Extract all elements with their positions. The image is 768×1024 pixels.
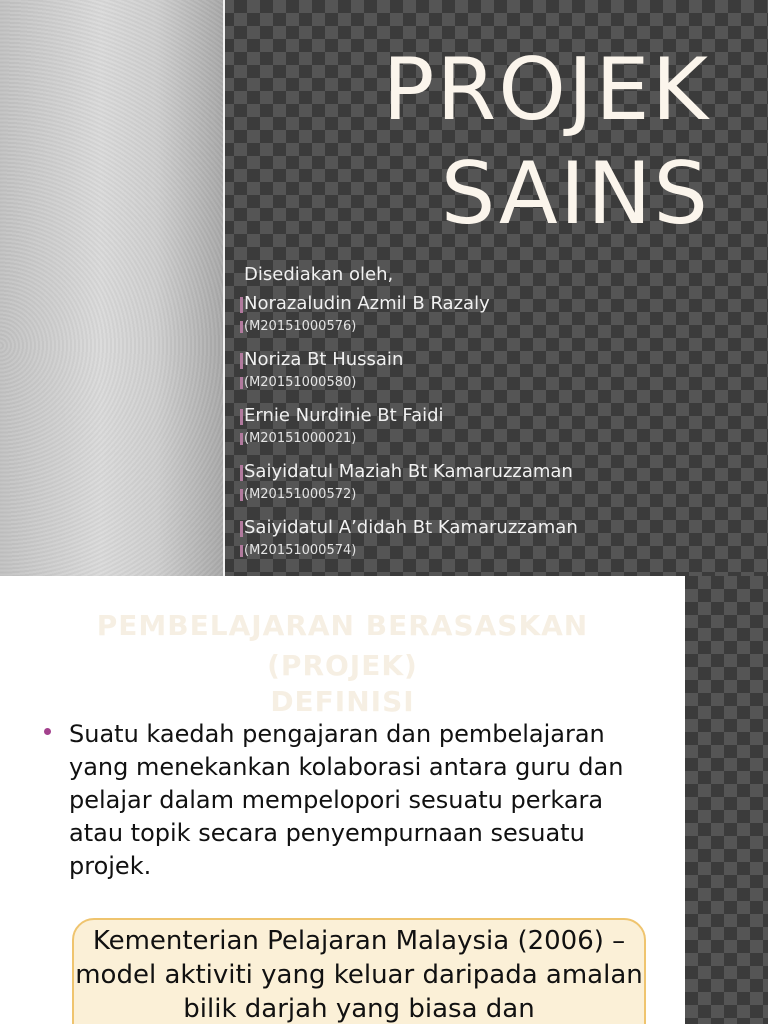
bullet-bar [240, 521, 243, 537]
member-id: (M20151000021) [244, 431, 357, 446]
bullet-bar [240, 545, 243, 557]
definition-slide [0, 576, 768, 1024]
member-id: (M20151000576) [244, 319, 357, 334]
bullet-bar [240, 321, 243, 333]
gradient-panel [0, 0, 223, 576]
credits-list [244, 264, 578, 571]
member-entry [244, 291, 578, 337]
member-name: Norazaludin Azmil B Razaly [244, 293, 490, 314]
slide-heading-line-1: PEMBELAJARAN BERASASKAN [96, 609, 589, 642]
member-entry [244, 515, 578, 561]
member-entry [244, 459, 578, 505]
slide-title [383, 38, 710, 246]
bullet-bar [240, 377, 243, 389]
member-id: (M20151000572) [244, 487, 357, 502]
title-line-2: SAINS [440, 144, 710, 244]
pattern-strip [685, 576, 768, 1024]
title-line-1: PROJEK [382, 40, 710, 140]
member-name: Noriza Bt Hussain [244, 349, 404, 370]
bullet-bar [240, 489, 243, 501]
member-name: Saiyidatul Maziah Bt Kamaruzzaman [244, 461, 573, 482]
member-name: Saiyidatul A’didah Bt Kamaruzzaman [244, 517, 578, 538]
member-id: (M20151000574) [244, 543, 357, 558]
bullet-bar [240, 433, 243, 445]
definition-bullet [44, 718, 644, 883]
bullet-bar [240, 409, 243, 425]
definition-text: Suatu kaedah pengajaran dan pembelajaran yang menekankan kolaborasi antara guru dan pelajar dalam mempelopori sesuatu perkara atau topik secara penyempurnaan sesuatu projek. [69, 720, 624, 880]
member-id: (M20151000580) [244, 375, 357, 390]
bullet-bar [240, 297, 243, 313]
slide-heading-line-3: DEFINISI [270, 685, 415, 718]
member-name: Ernie Nurdinie Bt Faidi [244, 405, 444, 426]
callout-text: Kementerian Pelajaran Malaysia (2006) – model aktiviti yang keluar daripada amalan bilik darjah yang biasa dan [75, 926, 643, 1024]
slide-heading-line-2: (PROJEK) [267, 649, 418, 682]
bullet-bar [240, 465, 243, 481]
prepared-by-label: Disediakan oleh, [244, 264, 394, 285]
bullet-bar [240, 353, 243, 369]
bullet-dot-icon [44, 728, 51, 735]
member-entry [244, 403, 578, 449]
quote-callout [72, 918, 646, 1024]
panel-divider [223, 0, 225, 576]
member-entry [244, 347, 578, 393]
